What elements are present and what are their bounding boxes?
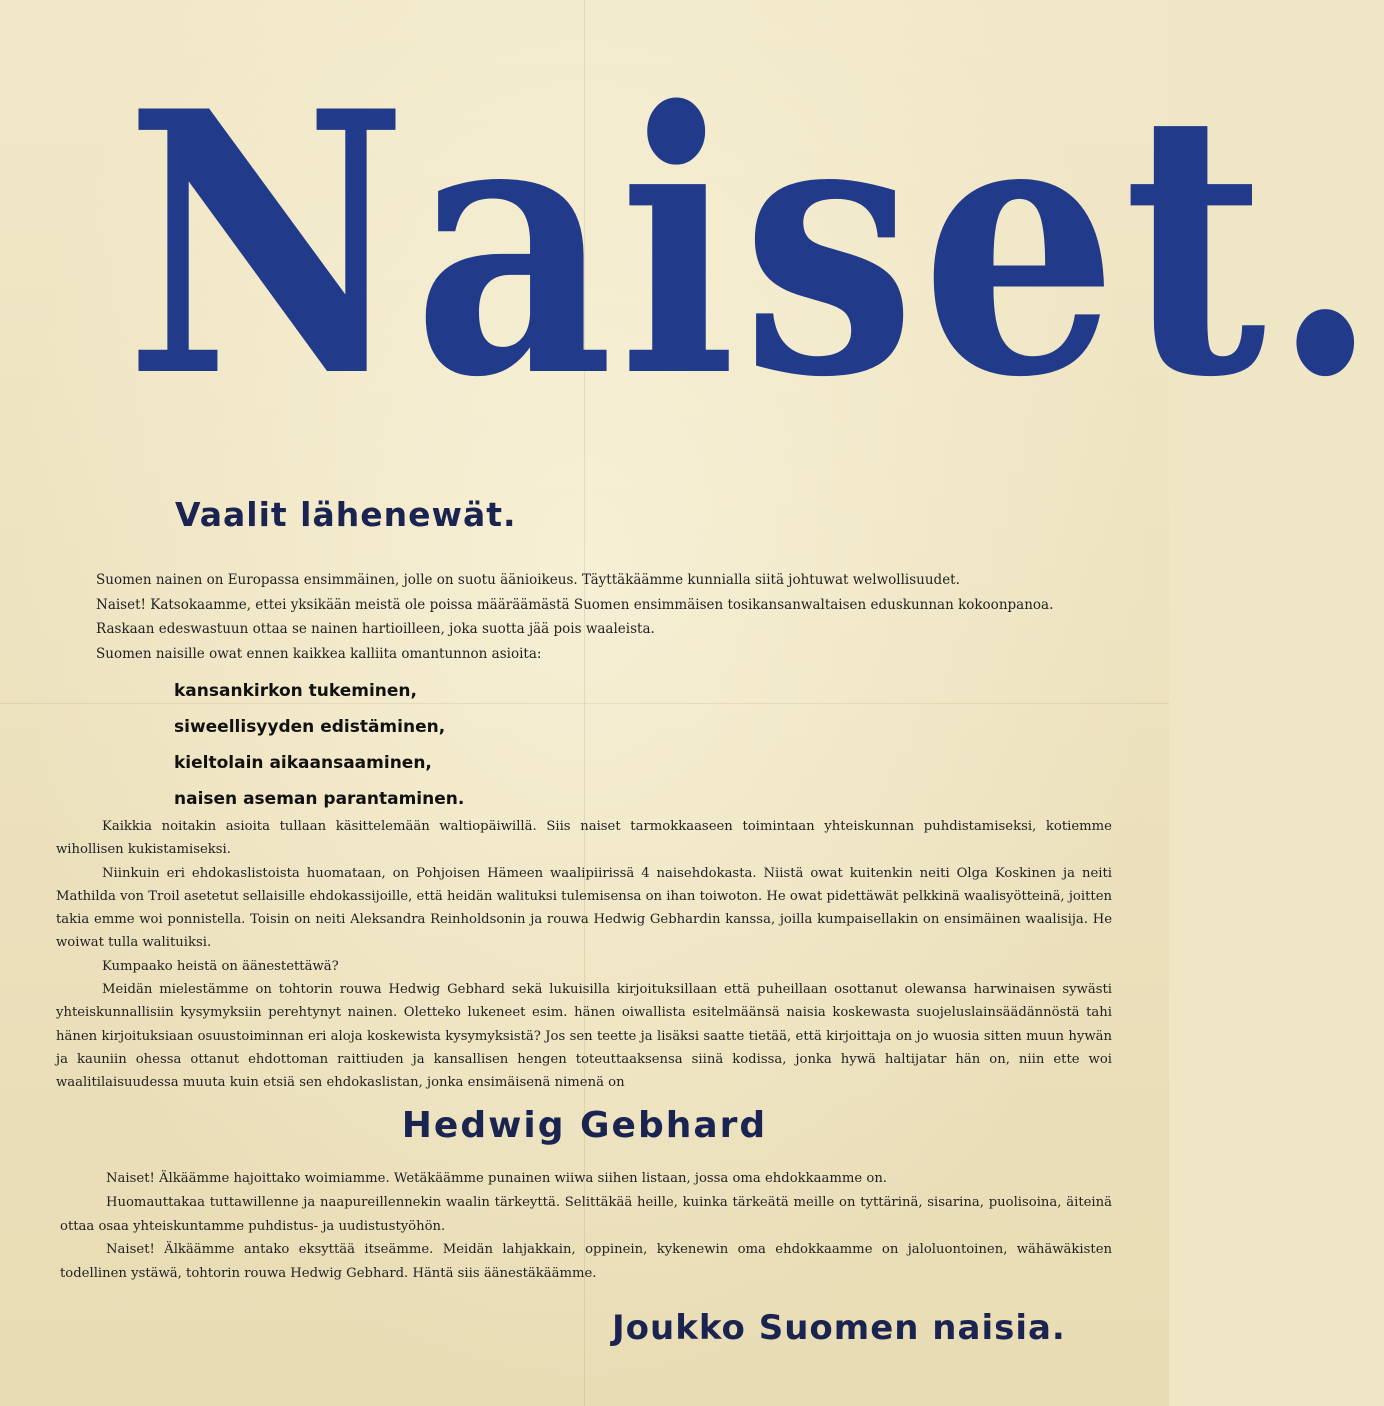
body-paragraph: Meidän mielestämme on tohtorin rouwa Hedwig Gebhard sekä lukuisilla kirjoituksillaan että puheillaan osottanut olewansa harwinaisen sywästi yhteiskunnallisiin kysymyksiin perehtynyt nainen. Oletteko lukeneet esim. hänen oiwallista esitelmäänsä naisia koskewasta suojeluslainsäädännöstä tahi hänen kirjoituksiaan osuustoiminnan eri aloja koskewista kysymyksistä? Jos sen teette ja lisäksi saatte tietää, että kirjoittaja on jo wuosia sitten muun hywän ja kauniin ohessa ottanut ehdottoman raittiuden ja kansallisen hengen toteuttaaksensa siinä kodissa, jonka hywä haltijatar hän on, niin ette woi waalitilaisuudessa muuta kuin etsiä sen ehdokaslistan, jonka ensimäisenä nimenä on [56,982,1112,1091]
body-paragraph: Niinkuin eri ehdokaslistoista huomataan, on Pohjoisen Hämeen waalipiirissä 4 naisehdokasta. Niistä owat kuitenkin neiti Olga Koskinen ja neiti Mathilda von Troil asetetut sellaisille ehdokassijoille, että heidän walituksi tulemisensa on ihan toiwoton. He owat pidettäwät pelkkinä waalisyötteinä, joitten takia emme woi ponnistella. Toisin on neiti Aleksandra Reinholdsonin ja rouwa Hedwig Gebhardin kanssa, joilla kumpaisellakin on ensimäinen waalisija. He woiwat tulla walituiksi. [56,865,1112,951]
intro-line: Raskaan edeswastuun ottaa se nainen hartioilleen, joka suotta jää pois waaleista. [96,621,655,637]
goal-item: siweellisyyden edistäminen, [174,717,446,737]
body-paragraph: Kumpaako heistä on äänestettäwä? [102,958,339,974]
signature: Joukko Suomen naisia. [612,1308,1066,1348]
goal-item: naisen aseman parantaminen. [174,789,465,809]
goal-item: kansankirkon tukeminen, [174,681,417,701]
body-paragraphs [56,815,1112,1095]
intro-paragraphs [96,568,1056,666]
poster-headline: Naiset. [124,33,1384,456]
goal-item: kieltolain aikaansaaminen, [174,753,432,773]
intro-line: Suomen nainen on Europassa ensimmäinen, jolle on suotu äänioikeus. Täyttäkäämme kunnialla siitä johtuwat welwollisuudet. [96,572,960,588]
closing-paragraphs [60,1167,1112,1286]
body-paragraph: Kaikkia noitakin asioita tullaan käsittelemään waltiopäiwillä. Siis naiset tarmokkaaseen toimintaan yhteiskunnan puhdistamiseksi, kotiemme wihollisen kukistamiseksi. [56,819,1112,858]
closing-paragraph: Naiset! Älkäämme hajoittako woimiamme. Wetäkäämme punainen wiiwa siihen listaan, jossa oma ehdokkaamme on. [106,1171,888,1186]
intro-line: Naiset! Katsokaamme, ettei yksikään meistä ole poissa määräämästä Suomen ensimmäisen tosikansanwaltaisen eduskunnan kokoonpanoa. [96,596,1054,613]
poster-subhead: Vaalit lähenewät. [175,495,517,534]
goals-list [174,676,464,820]
intro-line: Suomen naisille owat ennen kaikkea kalliita omantunnon asioita: [96,645,542,662]
closing-paragraph: Naiset! Älkäämme antako eksyttää itseämme. Meidän lahjakkain, oppinein, kykenewin oma ehdokkaamme on jaloluontoinen, wähäwäkisten todellinen ystäwä, tohtorin rouwa Hedwig Gebhard. Häntä siis äänestäkäämme. [60,1242,1112,1282]
closing-paragraph: Huomauttakaa tuttawillenne ja naapureillennekin waalin tärkeyttä. Selittäkää heille, kuinka tärkeätä meille on tyttärinä, sisarina, puolisoina, äiteinä ottaa osaa yhteiskuntamme puhdistus- ja uudistustyöhön. [60,1194,1112,1234]
candidate-name: Hedwig Gebhard [401,1105,768,1146]
